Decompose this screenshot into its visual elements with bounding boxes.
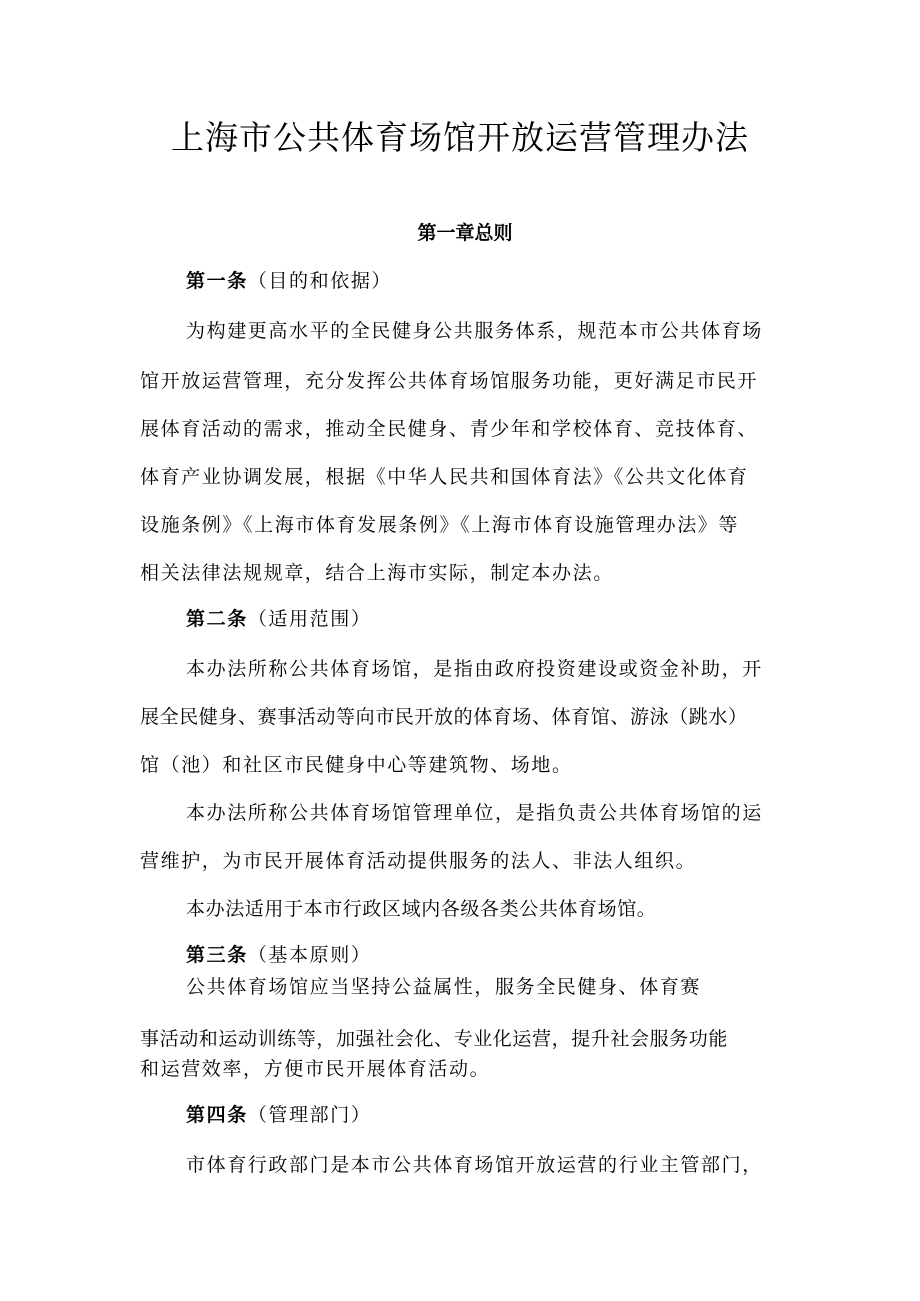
article-topic: （基本原则） — [247, 944, 372, 966]
document-title: 上海市公共体育场馆开放运营管理办法 — [171, 118, 749, 157]
article-heading — [186, 604, 371, 631]
article-topic: （目的和依据） — [247, 270, 393, 292]
paragraph-line: 馆（池）和社区市民健身中心等建筑物、场地。 — [140, 754, 573, 776]
article-number: 第三条 — [186, 944, 248, 966]
paragraph-line: 本办法适用于本市行政区域内各级各类公共体育场馆。 — [186, 898, 657, 920]
article-heading — [186, 940, 371, 967]
paragraph-line: 本办法所称公共体育场馆管理单位，是指负责公共体育场馆的运 — [186, 802, 763, 824]
article-number: 第四条 — [186, 1104, 248, 1126]
paragraph-line: 馆开放运营管理，充分发挥公共体育场馆服务功能，更好满足市民开 — [140, 370, 759, 392]
paragraph-line: 设施条例》《上海市体育发展条例》《上海市体育设施管理办法》等 — [140, 514, 740, 536]
paragraph-line: 事活动和运动训练等，加强社会化、专业化运营，提升社会服务功能 — [140, 1028, 729, 1050]
article-heading — [186, 266, 392, 293]
paragraph-line: 营维护，为市民开展体育活动提供服务的法人、非法人组织。 — [140, 850, 697, 872]
article-number: 第一条 — [186, 270, 248, 292]
paragraph-line: 和运营效率，方便市民开展体育活动。 — [140, 1058, 491, 1080]
article-number: 第二条 — [186, 608, 248, 630]
paragraph-line: 展全民健身、赛事活动等向市民开放的体育场、体育馆、游泳（跳水） — [140, 706, 748, 728]
paragraph-line: 体育产业协调发展，根据《中华人民共和国体育法》《公共文化体育 — [140, 466, 749, 488]
article-topic: （适用范围） — [247, 608, 372, 630]
paragraph-line: 本办法所称公共体育场馆，是指由政府投资建设或资金补助，开 — [186, 658, 763, 680]
paragraph-line: 为构建更高水平的全民健身公共服务体系，规范本市公共体育场 — [186, 320, 763, 342]
paragraph-line: 公共体育场馆应当坚持公益属性，服务全民健身、体育赛 — [186, 976, 702, 998]
article-topic: （管理部门） — [247, 1104, 372, 1126]
chapter-heading: 第一章总则 — [417, 222, 513, 244]
paragraph-line: 相关法律法规规章，结合上海市实际，制定本办法。 — [140, 562, 614, 584]
paragraph-line: 市体育行政部门是本市公共体育场馆开放运营的行业主管部门， — [186, 1154, 763, 1176]
paragraph-line: 展体育活动的需求，推动全民健身、青少年和学校体育、竞技体育、 — [140, 418, 759, 440]
article-heading — [186, 1100, 371, 1127]
